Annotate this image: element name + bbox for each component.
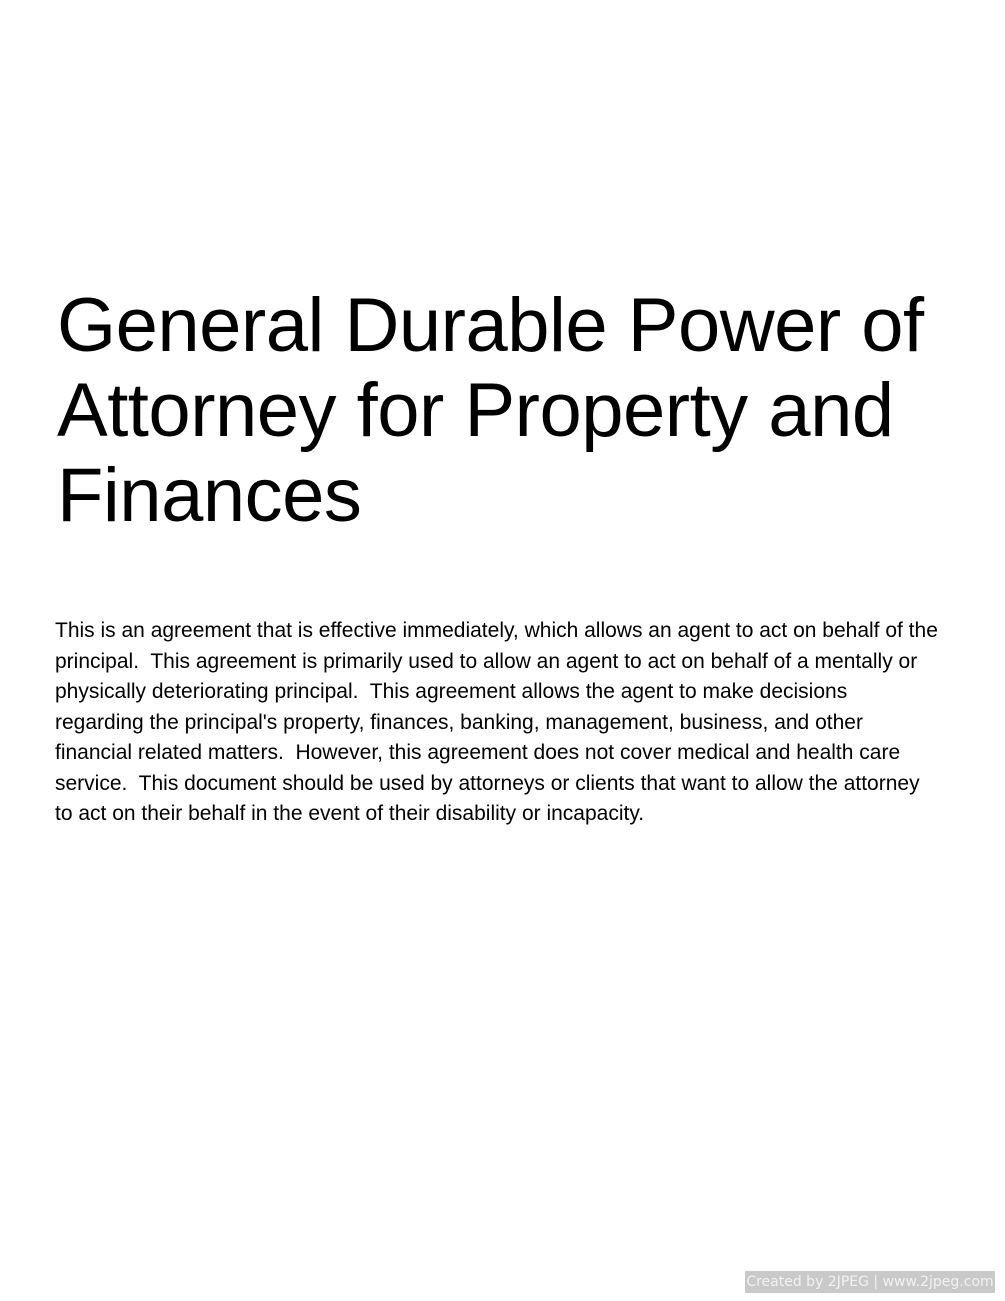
document-title xyxy=(57,283,957,538)
document-paragraph: This is an agreement that is effective immediately, which allows an agent to act on behalf of the principal. This agreement is primarily used to allow an agent to act on behalf of a mentally or physically deteriorating principal. This agreement allows the agent to make decisions regarding the principal's property, finances, banking, management, business, and other financial related matters. However, this agreement does not cover medical and health care service. This document should be used by attorneys or clients that want to allow the attorney to act on their behalf in the event of their disability or incapacity. xyxy=(55,619,944,825)
title-line-1: General Durable Power of xyxy=(57,283,924,368)
title-line-2: Attorney for Property and xyxy=(57,368,894,453)
watermark-badge: Created by 2JPEG | www.2jpeg.com xyxy=(745,1271,995,1293)
title-line-3: Finances xyxy=(57,453,362,538)
